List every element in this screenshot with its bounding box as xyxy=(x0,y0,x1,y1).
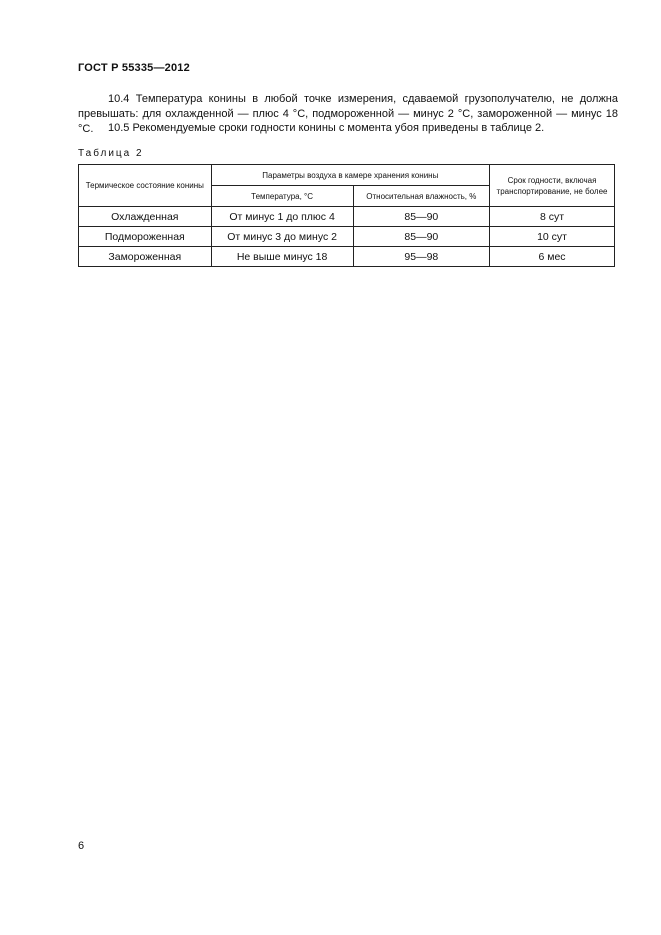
paragraph-10-4: 10.4 Температура конины в любой точке измерения, сдаваемой грузополучателю, не должна превышать: для охлажденной — плюс 4 °С, подмороженной — минус 2 °С, замороженной — минус 18 °С. xyxy=(78,93,618,135)
cell-shelf-life: 10 сут xyxy=(490,227,615,247)
header-shelf-life: Срок годности, включая транспортирование, не более xyxy=(490,165,615,207)
paragraph-10-5: 10.5 Рекомендуемые сроки годности конины с момента убоя приведены в таблице 2. xyxy=(108,122,545,134)
table-caption: Таблица 2 xyxy=(78,148,144,159)
table-row xyxy=(79,247,615,267)
header-air-parameters: Параметры воздуха в камере хранения конины xyxy=(211,165,489,186)
table-row xyxy=(79,227,615,247)
table-2 xyxy=(78,164,615,267)
cell-shelf-life: 8 сут xyxy=(490,207,615,227)
cell-temperature: От минус 3 до минус 2 xyxy=(211,227,353,247)
cell-shelf-life: 6 мес xyxy=(490,247,615,267)
cell-state: Замороженная xyxy=(79,247,212,267)
header-thermal-state: Термическое состояние конины xyxy=(79,165,212,207)
header-temperature: Температура, °С xyxy=(211,186,353,207)
header-humidity: Относительная влажность, % xyxy=(353,186,489,207)
cell-state: Подмороженная xyxy=(79,227,212,247)
cell-humidity: 85—90 xyxy=(353,207,489,227)
cell-state: Охлажденная xyxy=(79,207,212,227)
page-number: 6 xyxy=(78,840,85,852)
cell-temperature: Не выше минус 18 xyxy=(211,247,353,267)
table-row xyxy=(79,207,615,227)
table-header-row xyxy=(79,165,615,186)
cell-humidity: 85—90 xyxy=(353,227,489,247)
cell-temperature: От минус 1 до плюс 4 xyxy=(211,207,353,227)
document-header: ГОСТ Р 55335—2012 xyxy=(78,62,190,74)
cell-humidity: 95—98 xyxy=(353,247,489,267)
